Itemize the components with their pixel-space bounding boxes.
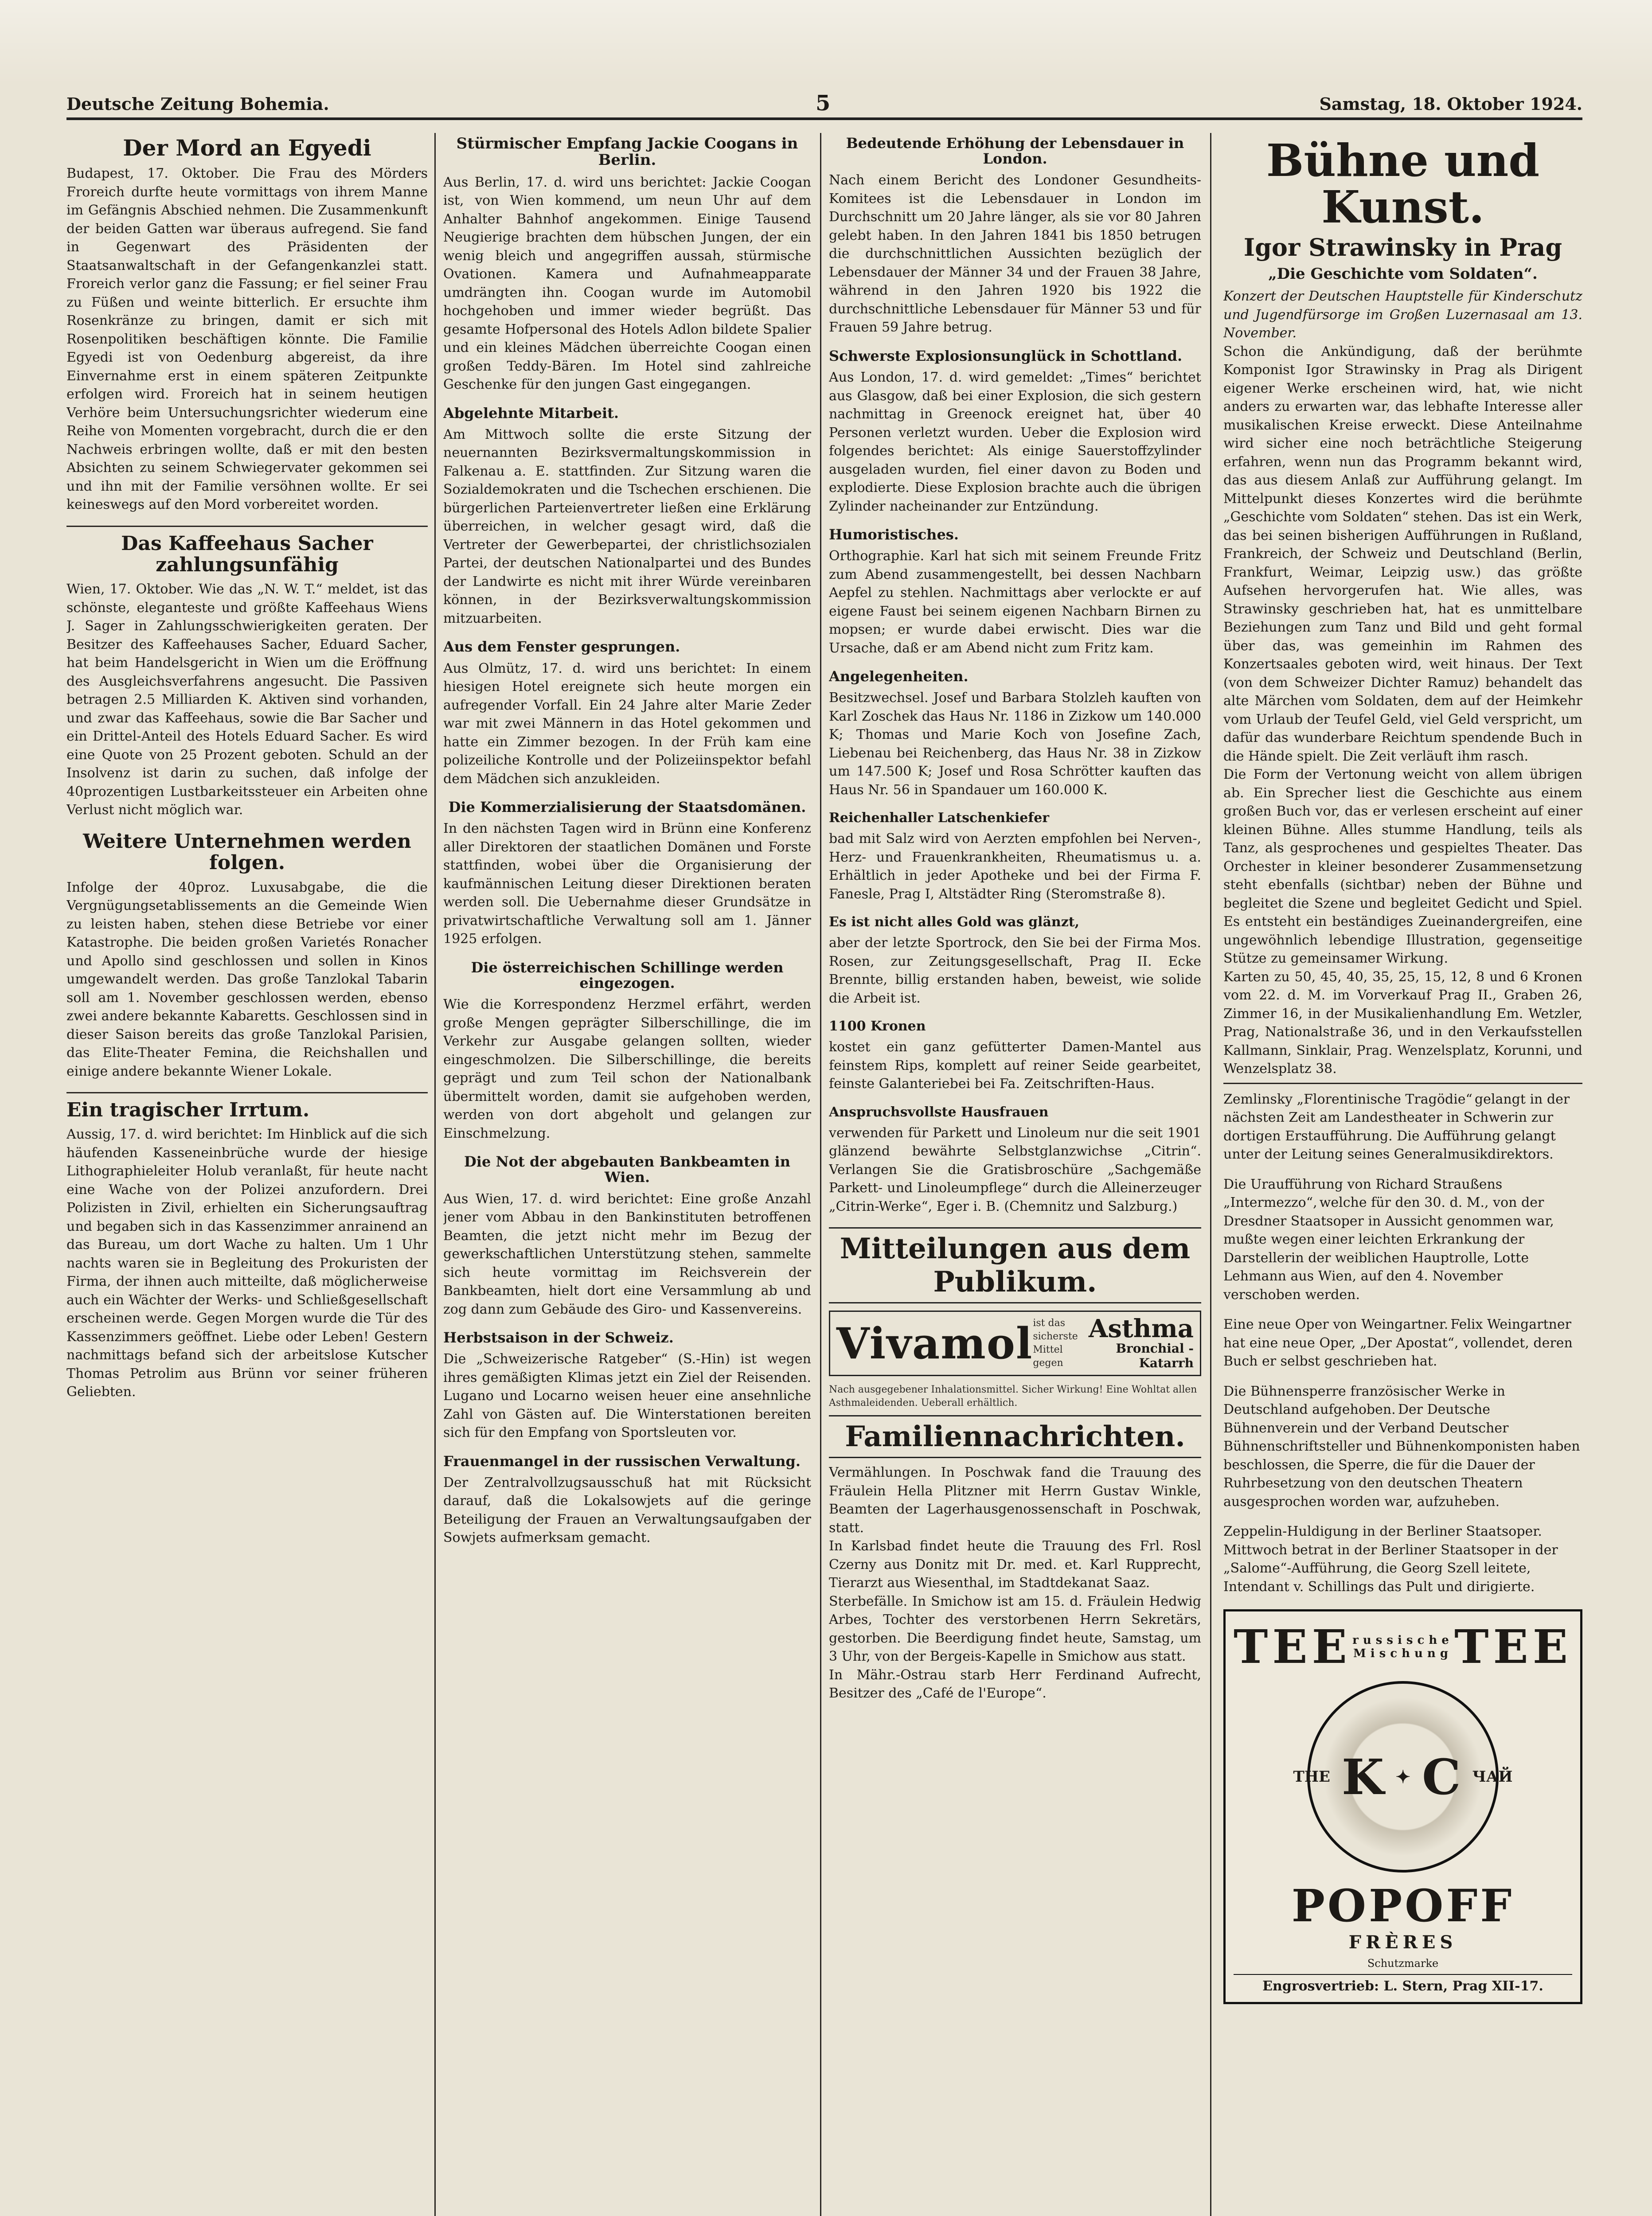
- article-body: Aus London, 17. d. wird gemeldet: „Times“ berichtet aus Glasgow, daß bei einer Explosion, die sich gestern nachmittag in Greenock ereignet hat, über 40 Personen verletzt wurden. Ueber die Explosion wird folgendes berichtet: Als einige Sauerstoffzylinder ausgeladen wurden, fiel einer davon zu Boden und explodierte. Diese Explosion brachte auch die übrigen Zylinder nacheinander zur Entzündung.: [829, 370, 1201, 514]
- notice-headline: Es ist nicht alles Gold was glänzt,: [829, 914, 1080, 930]
- note-text: Mittwoch betrat in der Berliner Staatsoper in der „Salome“-Aufführung, die Georg Szell leitete, Intendant v. Schillings das Pult und dirigierte.: [1223, 1542, 1558, 1595]
- tee-chai: ЧАЙ: [1472, 1768, 1513, 1786]
- note-text: gelangt in der nächsten Zeit am Landestheater in Schwerin zur dortigen Erstaufführung. Die Aufführung gelangt unter der Leitung seines Generalmusikdirektors.: [1223, 1091, 1570, 1162]
- article-body: Infolge der 40proz. Luxusabgabe, die die Vergnügungsetablissements an die Gemeinde Wien zu leisten haben, stehen diese Betriebe vor einer Katastrophe. Die beiden großen Varietés Ronacher und Apollo sind geschlossen und sollen in Kinos umgewandelt werden. Das große Tanzlokal Tabarin soll am 1. November geschlossen werden, ebenso zwei andere bekannte Kabaretts. Geschlossen sind in dieser Saison bereits das große Tanzlokal Parisien, das Elite-Theater Femina, die Reichshallen und einige andere bekannte Wiener Lokale.: [66, 879, 428, 1079]
- note-item: [1223, 1522, 1582, 1596]
- article-schillinge: [443, 960, 811, 1143]
- tee-c: C: [1422, 1748, 1461, 1806]
- issue-date: Samstag, 18. Oktober 1924.: [1319, 94, 1582, 114]
- notice-gold: [829, 915, 1201, 1007]
- article-body: Orthographie. Karl hat sich mit seinem Freunde Fritz zum Abend zusammengestellt, bei dessen Nachbarn Aepfel zu stehlen. Nachmittags aber verlockte er auf eigene Faust bei seinem eigenen Nachbarn Birnen zu mopsen; er wurde dabei erwischt. Dies war die Ursache, daß er am Abend nicht zum Fritz kam.: [829, 548, 1201, 656]
- familie-item: In Karlsbad findet heute die Trauung des Frl. Rosl Czerny aus Donitz mit Dr. med. et. Karl Rupprecht, Tierarzt aus Wiesenthal, im Stadtdekanat Saaz.: [829, 1538, 1201, 1591]
- article-headline: Humoristisches.: [829, 526, 959, 543]
- article-fenster: [443, 639, 811, 788]
- tee-left: TEE: [1234, 1619, 1351, 1674]
- notice-headline: Anspruchsvollste Hausfrauen: [829, 1104, 1049, 1120]
- article-body: Budapest, 17. Oktober. Die Frau des Mörders Froreich durfte heute vormittags von ihrem Manne im Gefängnis Abschied nehmen. Die Zusammenkunft der beiden Gatten war überaus aufregend. Sie fand in Gegenwart des Präsidenten der Staatsanwaltschaft in der Gefangenkanzlei statt. Froreich verlor ganz die Fassung; er fiel seiner Frau zu Füßen und weinte bitterlich. Er ersuchte ihm Rosenkränze zu bringen, damit er sich mit Rosenpolitiken beschäftigen könnte. Die Familie Egyedi ist von Oedenburg abgereist, da ihre Einvernahme erst in einem späteren Zeitpunkte erfolgen wird. Froreich hat in seinem heutigen Verhöre beim Untersuchungsrichter wiederum eine Reihe von Momenten vorgebracht, durch die er den Nachweis erbringen wollte, daß er mit den besten Absichten zu seinem Schwiegervater gekommen sei und ihn mit der Familie versöhnen wollte. Er sei keineswegs auf den Mord vorbereitet worden.: [66, 166, 428, 512]
- article-headline: Der Mord an Egyedi: [123, 135, 371, 161]
- tee-freres: FRÈRES: [1348, 1932, 1457, 1953]
- column-rule: [434, 133, 436, 2216]
- article-headline: Ein tragischer Irrtum.: [66, 1099, 310, 1122]
- article-weitere: [66, 831, 428, 1081]
- page-number: 5: [816, 91, 831, 116]
- notice-headline: 1100 Kronen: [829, 1018, 926, 1034]
- tee-vertrieb: Engrosvertrieb: L. Stern, Prag XII-17.: [1234, 1974, 1572, 1994]
- article-sacher: [66, 533, 428, 819]
- column-3: [829, 133, 1201, 2216]
- notice-headline: Reichenhaller Latschenkiefer: [829, 810, 1050, 826]
- article-body: Der Zentralvollzugsausschuß hat mit Rücksicht darauf, daß die Lokalsowjets auf die geringe Beteiligung der Frauen an Verwaltungsaufgaben der Sowjets aufmerksam gemacht.: [443, 1475, 811, 1546]
- article-karten: Karten zu 50, 45, 40, 35, 25, 15, 12, 8 und 6 Kronen vom 22. d. M. im Vorverkauf Prag II., Graben 26, Zimmer 16, in der Musikalienhandlung Em. Wetzler, Prag, Nationalstraße 36, und in den Verkaufsstellen Kallmann, Sinklair, Prag. Wenzelsplatz, Korunni, und Wenzelsplatz 38.: [1223, 969, 1582, 1077]
- note-lead: Die Uraufführung von Richard Straußens „Intermezzo“,: [1223, 1176, 1503, 1210]
- article-body: Aus Berlin, 17. d. wird uns berichtet: Jackie Coogan ist, von Wien kommend, um neun Uhr auf dem Anhalter Bahnhof angekommen. Einige Tausend Neugierige brachten dem hübschen Jungen, der ein wenig bleich und angegriffen aussah, stürmische Ovationen. Kamera und Aufnahmeapparate umdrängten ihn. Coogan wurde im Automobil hochgehoben und immer wieder begrüßt. Das gesamte Hofpersonal des Hotels Adlon bildete Spalier und ein kleines Mädchen überreichte Coogan einen großen Teddy-Bären. Im Hotel sind zahlreiche Geschenke für den jungen Gast eingegangen.: [443, 174, 811, 393]
- star-icon: ✦: [1395, 1766, 1411, 1787]
- note-item: [1223, 1382, 1582, 1511]
- article-headline: Herbstsaison in der Schweiz.: [443, 1329, 674, 1346]
- notice-latschen: [829, 811, 1201, 903]
- article-headline: Stürmischer Empfang Jackie Coogans in Berlin.: [456, 135, 798, 169]
- vivamol-brand: Vivamol: [836, 1318, 1033, 1369]
- article-body: Aussig, 17. d. wird berichtet: Im Hinblick auf die sich häufenden Kasseneinbrüche wurde der hiesige Lithographieleiter Holub veranlaßt, für heute nacht eine Wache von der Polizei anzufordern. Drei Polizisten in Zivil, erhielten ein Sicherungsauftrag und begaben sich in das Kassenzimmer anrainend an das Bureau, um dort Wache zu halten. Um 1 Uhr nachts waren sie in Begleitung des Prokuristen der Firma, der ihnen auch mitteilte, daß möglicherweise auch ein Wächter der Werks- und Schließgesellschaft erscheinen werde. Gegen Morgen wurde die Tür des Kassenzimmers geöffnet. Liebe oder Leben! Gestern nachmittags befand sich der arbeitslose Kutscher Thomas Petrolim aus Brünn vor seiner früheren Geliebten.: [66, 1127, 428, 1400]
- vivamol-tag: ist das sicherste Mittel gegen: [1033, 1318, 1078, 1369]
- article-headline: Die österreichischen Schillinge werden eingezogen.: [471, 959, 784, 992]
- note-lead: Zeppelin-Huldigung in der Berliner Staatsoper.: [1223, 1524, 1542, 1539]
- article-divider: [66, 1092, 428, 1093]
- article-headline: Aus dem Fenster gesprungen.: [443, 638, 680, 655]
- article-headline: Schwerste Explosionsunglück in Schottland.: [829, 347, 1183, 364]
- tee-right: TEE: [1454, 1619, 1572, 1674]
- tee-k: K: [1341, 1748, 1384, 1806]
- article-body: Nach einem Bericht des Londoner Gesundheits-Komitees ist die Lebensdauer in London im Durchschnitt um 20 Jahre länger, als sie vor 80 Jahren gelebt haben. In den Jahren 1841 bis 1850 betrugen die durchschnittlichen Aussichten bezüglich der Lebensdauer der Männer 34 und der Frauen 38 Jahre, während in den Jahren 1920 bis 1922 die durchschnittliche Lebensdauer für Männer 53 und für Frauen 59 Jahre betrug.: [829, 172, 1201, 336]
- vivamol-ad: [829, 1311, 1201, 1376]
- article-headline: Die Kommerzialisierung der Staatsdomänen.: [448, 799, 806, 816]
- tee-mark: Schutzmarke: [1367, 1957, 1439, 1970]
- article-lebensdauer: [829, 136, 1201, 337]
- note-text: Der Deutsche Bühnenverein und der Verband Deutscher Bühnenschriftsteller und Bühnenkomponisten haben beschlossen, die Sperre, die für die Dauer der Ruhrbesetzung von den deutschen Theatern ausgesprochen worden war, aufzuheben.: [1223, 1402, 1580, 1510]
- article-mord: [66, 136, 428, 514]
- article-body: Die Form der Vertonung weicht von allem übrigen ab. Ein Sprecher liest die Geschichte aus einem großen Buch vor, das er verlesen erscheint auf einer kleinen Bühne. Alles stumme Handlung, teils als Tanz, als gesprochenes und gespieltes Theater. Das Orchester in kleiner besonderer Zusammensetzung steht ebenfalls (sichtbar) neben der Bühne und begleitet die Szene und begleitet Gedicht und Spiel. Es entsteht ein beständiges Zueinandergreifen, eine ungewöhnlich lebendige Illustration, gegenseitige Stütze zu gemeinsamer Wirkung.: [1223, 767, 1582, 966]
- article-domaenen: [443, 800, 811, 948]
- article-body: Die „Schweizerische Ratgeber“ (S.-Hin) ist wegen ihres gemäßigten Klimas jetzt ein Ziel der Reisenden. Lugano und Locarno weisen heuer eine ansehnliche Zahl von Gästen auf. Die Winterstationen bereiten sich für den Empfang von Sportsleuten vor.: [443, 1351, 811, 1441]
- article-body: Aus Wien, 17. d. wird berichtet: Eine große Anzahl jener vom Abbau in den Bankinstituten betroffenen Beamten, die jetzt nicht mehr im Bezug der gewerkschaftlichen Unterstützung stehen, sammelte sich heute vormittag im Reichsverein der Bankbeamten, hielt dort eine Versammlung ab und zog dann zum Gebäude des Giro- und Kassenvereins.: [443, 1191, 811, 1317]
- note-text: Felix Weingartner hat eine neue Oper, „Der Apostat“, vollendet, deren Buch er selbst geschrieben hat.: [1223, 1317, 1573, 1369]
- article-schweiz: [443, 1330, 811, 1442]
- familie-header: Familiennachrichten.: [829, 1415, 1201, 1458]
- article-body: Wie die Korrespondenz Herzmel erfährt, werden große Mengen geprägter Silberschillinge, die im Verkehr zur Ausgabe gelangen sollten, wieder eingeschmolzen. Die Silberschillinge, die bereits geprägt und zum Teil schon der Nationalbank übermittelt worden, damit sie aufgehoben werden, werden von dort abgeholt und gelangen zur Einschmelzung.: [443, 997, 811, 1141]
- tee-brand: POPOFF: [1291, 1880, 1515, 1932]
- article-body: Aus Olmütz, 17. d. wird uns berichtet: In einem hiesigen Hotel ereignete sich heute morgen ein aufregender Vorfall. Ein 24 Jahre alter Marie Zeder war mit zwei Männern in das Hotel gekommen und hatte ein Zimmer bezogen. In der Früh kam eine polizeiliche Kontrolle und der Polizeiinspektor befahl dem Mädchen sich anzukleiden.: [443, 660, 811, 787]
- section-title: Bühne und Kunst.: [1266, 134, 1540, 233]
- article-bankbeamten: [443, 1154, 811, 1319]
- mitteilungen-header: Mitteilungen aus dem Publikum.: [829, 1227, 1201, 1303]
- article-headline: Die Not der abgebauten Bankbeamten in Wien.: [464, 1153, 790, 1186]
- familie-item: Sterbefälle. In Smichow ist am 15. d. Fräulein Hedwig Arbes, Tochter des verstorbenen Herrn Sekretärs, gestorben. Die Beerdigung findet heute, Samstag, um 3 Uhr, von der Bergeis-Kapelle in Smichow aus statt.: [829, 1593, 1201, 1665]
- tee-the: THE: [1293, 1768, 1330, 1786]
- note-item: [1223, 1315, 1582, 1371]
- note-lead: Die Bühnensperre französischer Werke in Deutschland aufgehoben.: [1223, 1383, 1505, 1417]
- page-top-margin: [0, 0, 1652, 84]
- tee-popoff-ad: [1223, 1609, 1582, 2004]
- article-body: Schon die Ankündigung, daß der berühmte Komponist Igor Strawinsky in Prag als Dirigent eigener Werke erscheinen wird, hat, wie nicht anders zu erwarten war, das lebhafte Interesse aller musikalischen Kreise erweckt. Diese Anteilnahme wird sicher eine noch beträchtliche Steigerung erfahren, wenn nun das Programm bekannt wird, das aus diesem Anlaß zur Aufführung gelangt. Im Mittelpunkt dieses Konzertes wird die berühmte „Geschichte vom Soldaten“ stehen. Das ist ein Werk, das bei seinen bisherigen Aufführungen in Rußland, Frankreich, der Schweiz und Deutschland (Berlin, Frankfurt, Weimar, Leipzig usw.) das größte Aufsehen hervorgerufen hat. Wie alles, was Strawinsky geschrieben hat, hat es unmittelbare Beziehungen zum Tanz und Bild und geht formal über das, was gemeinhin im Rahmen des Konzertsaales geboten wird, weit hinaus. Der Text (von dem Schweizer Dichter Ramuz) behandelt das alte Märchen vom Soldaten, dem auf der Heimkehr vom Urlaub der Teufel Geld, viel Geld verspricht, um dafür das wunderbare Reichtum spendende Buch in die Hände spielt. Die Zeit verläuft ihm rasch.: [1223, 343, 1582, 764]
- column-1: [66, 133, 428, 2216]
- article-body: Am Mittwoch sollte die erste Sitzung der neuernannten Bezirksvermaltungskommission in Falkenau a. E. stattfinden. Zur Sitzung waren die Sozialdemokraten und die Tschechen erschienen. Die bürgerlichen Parteienvertreter ließen eine Erklärung überreichen, in welcher gesagt wird, daß die Vertreter der Gewerbepartei, der christlichsozialen Partei, der deutschen Nationalpartei und des Bundes der Landwirte es nicht mit ihrer Würde vereinbaren können, in der Bezirksverwaltungskommission mitzuarbeiten.: [443, 426, 811, 626]
- article-divider: [66, 526, 428, 527]
- article-body: In den nächsten Tagen wird in Brünn eine Konferenz aller Direktoren der staatlichen Domänen und Forste stattfinden, wobei über die Organisierung der kaufmännischen Leitung dieser Direktionen beraten werden soll. Die Uebernahme dieser Grundsätze in privatwirtschaftliche Verwaltung soll am 1. Jänner 1925 erfolgen.: [443, 821, 811, 947]
- article-body: Wien, 17. Oktober. Wie das „N. W. T.“ meldet, ist das schönste, eleganteste und größte Kaffeehaus Wiens J. Sager in Zahlungsschwierigkeiten geraten. Der Besitzer des Kaffeehauses Sacher, Eduard Sacher, hat beim Handelsgericht in Wien um die Eröffnung des Ausgleichsverfahrens angesucht. Die Passiven betragen 2.5 Milliarden K. Aktiven sind vorhanden, und zwar das Kaffeehaus, sowie die Bar Sacher und ein Drittel-Anteil des Hotels Eduard Sacher. Es wird eine Quote von 25 Prozent geboten. Schuld an der Insolvenz ist darin zu suchen, daß infolge der 40prozentigen Lustbarkeitssteuer ein Arbeiten ohne Verlust nicht möglich war.: [66, 581, 428, 818]
- article-mitarbeit: [443, 406, 811, 628]
- article-irrtum: [66, 1100, 428, 1401]
- notice-hausfrauen: [829, 1105, 1201, 1216]
- article-headline: Angelegenheiten.: [829, 668, 969, 685]
- familie-item: In Mähr.-Ostrau starb Herr Ferdinand Aufrecht, Besitzer des „Café de l'Europe“.: [829, 1667, 1201, 1701]
- article-headline: Bedeutende Erhöhung der Lebensdauer in London.: [846, 135, 1184, 168]
- column-2: [443, 133, 811, 2216]
- article-intro: Konzert der Deutschen Hauptstelle für Kinderschutz und Jugendfürsorge im Großen Luzernasaal am 13. November.: [1223, 289, 1582, 341]
- column-4: [1223, 133, 1582, 2216]
- note-lead: Zemlinsky „Florentinische Tragödie“: [1223, 1091, 1472, 1107]
- familie-item: Vermählungen. In Poschwak fand die Trauung des Fräulein Hella Plitzner mit Herrn Gustav Winkle, Beamten der Lagerhausgenossenschaft in Poschwak, statt.: [829, 1465, 1201, 1536]
- notice-kronen: [829, 1019, 1201, 1093]
- article-headline: Igor Strawinsky in Prag: [1243, 233, 1562, 261]
- article-headline: Abgelehnte Mitarbeit.: [443, 404, 619, 421]
- article-besitz: [829, 669, 1201, 799]
- article-headline: Das Kaffeehaus Sacher zahlungsunfähig: [121, 532, 373, 576]
- column-rule: [820, 133, 821, 2216]
- article-humor: [829, 527, 1201, 657]
- note-item: [1223, 1175, 1582, 1304]
- article-subheadline: „Die Geschichte vom Soldaten“.: [1268, 265, 1538, 283]
- notice-body: bad mit Salz wird von Aerzten empfohlen bei Nerven-, Herz- und Frauenkrankheiten, Rheumatismus u. a. Erhältlich in jeder Apotheke und bei der Firma F. Fanesle, Prag I, Altstädter Ring (Steromstraße 8).: [829, 831, 1201, 902]
- article-headline: Frauenmangel in der russischen Verwaltung.: [443, 1452, 801, 1470]
- article-coogan: [443, 136, 811, 394]
- column-rule: [1210, 133, 1211, 2216]
- masthead: [66, 91, 1582, 120]
- article-body: Besitzwechsel. Josef und Barbara Stolzleh kauften von Karl Zoschek das Haus Nr. 1186 in Zizkow um 140.000 K; Thomas und Marie Koch von Josefine Zach, Liebenau bei Reichenberg, das Haus Nr. 38 in Zizkow um 147.500 K; Josef und Rosa Schrötter kauften das Haus Nr. 56 in Spandauer um 160.000 K.: [829, 690, 1201, 798]
- article-divider: [1223, 1083, 1582, 1084]
- note-text: welche für den 30. d. M., von der Dresdner Staatsoper in Aussicht genommen war, mußte wegen einer leichten Erkrankung der Darstellerin der weiblichen Hauptrolle, Lotte Lehmann aus Wien, auf den 4. November verschoben werden.: [1223, 1195, 1554, 1303]
- tee-mix: russische Mischung: [1352, 1633, 1453, 1660]
- vivamol-subline: Bronchial - Katarrh: [1116, 1341, 1194, 1371]
- vivamol-product: Asthma: [1088, 1314, 1194, 1344]
- article-headline: Weitere Unternehmen werden folgen.: [83, 830, 411, 874]
- paper-name: Deutsche Zeitung Bohemia.: [66, 94, 329, 114]
- notice-body: aber der letzte Sportrock, den Sie bei der Firma Mos. Rosen, zur Zeitungsgesellschaft, Prag II. Ecke Brennte, billig erstanden haben, beweist, wie solide die Arbeit ist.: [829, 935, 1201, 1006]
- note-lead: Eine neue Oper von Weingartner.: [1223, 1317, 1449, 1332]
- tee-emblem: [1293, 1681, 1513, 1873]
- notice-body: kostet ein ganz gefütterter Damen-Mantel aus feinstem Rips, komplett auf reiner Seide gearbeitet, feinste Galanteriebei bei Fa. Zeitschriften-Haus.: [829, 1039, 1201, 1092]
- article-frauenmangel: [443, 1454, 811, 1547]
- vivamol-small: Nach ausgegebener Inhalationsmittel. Sicher Wirkung! Eine Wohltat allen Asthmaleidenden. Ueberall erhältlich.: [829, 1384, 1197, 1409]
- note-item: [1223, 1090, 1582, 1164]
- notice-body: verwenden für Parkett und Linoleum nur die seit 1901 glänzend bewährte Selbstglanzwichse „Citrin“. Verlangen Sie die Gratisbroschüre „Sachgemäße Parkett- und Linoleumpflege“ durch die Alleinerzeuger „Citrin-Werke“, Eger i. B. (Chemnitz und Salzburg.): [829, 1125, 1201, 1214]
- article-explosion: [829, 348, 1201, 515]
